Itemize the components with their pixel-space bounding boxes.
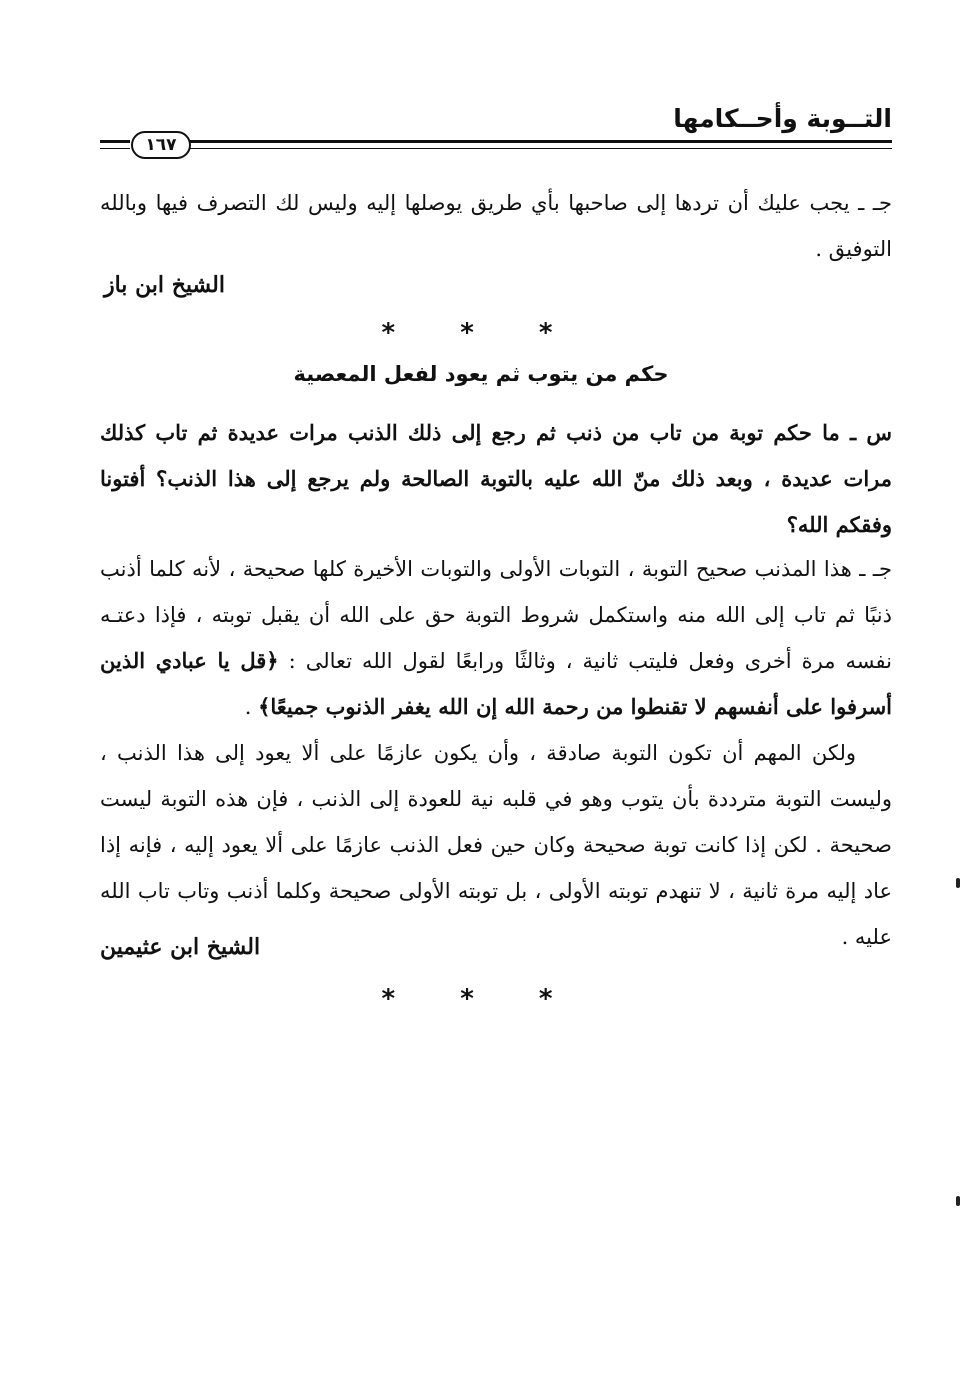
scan-edge-mark	[956, 878, 960, 888]
question-text: س ـ ما حكم توبة من تاب من ذنب ثم رجع إلى ذلك الذنب مرات عديدة ثم تاب كذلك مرات عديدة ، وبعد ذلك منّ الله عليه بالتوبة الصالحة ولم يرجع إلى هذا الذنب؟ أفتونا وفقكم الله؟	[100, 420, 892, 537]
page-number: ١٦٧	[145, 135, 177, 155]
signature-ibn-baz: الشيخ ابن باز	[103, 272, 225, 298]
signature-ibn-uthaymeen: الشيخ ابن عثيمين	[100, 934, 261, 960]
separator-stars: * * *	[381, 318, 581, 348]
question-block	[100, 410, 892, 548]
scan-edge-mark	[956, 1196, 960, 1206]
answer-2-paragraph-2: ولكن المهم أن تكون التوبة صادقة ، وأن يكون عازمًا على ألا يعود إلى هذا الذنب ، وليست التوبة مترددة بأن يتوب وهو في قلبه نية للعودة إلى الذنب ، فإن هذه التوبة ليست صحيحة . لكن إذا كانت توبة صحيحة وكان حين فعل الذنب عازمًا على ألا يعود إليه ، فإنه إذا عاد إليه مرة ثانية ، لا تنهدم توبته الأولى ، بل توبته الأولى صحيحة وكلما أذنب وتاب تاب الله عليه .	[100, 741, 892, 949]
header-rule-short	[100, 140, 130, 149]
page-number-badge	[131, 131, 191, 159]
answer-2-block	[100, 546, 892, 960]
answer-2-intro: جـ ـ هذا المذنب صحيح التوبة ، التوبات الأولى والتوبات الأخيرة كلها صحيحة ، لأنه كلما أذنب ذنبًا ثم تاب إلى الله منه واستكمل شروط التوبة حق على الله أن يقبل توبته ، فإذا دعتـه نفسه مرة أخرى وفعل فليتب ثانية ، وثالثًا ورابعًا لقول الله تعالى :	[100, 557, 892, 673]
quran-verse: ﴿قل يا عبادي الذين أسرفوا على أنفسهم لا تقنطوا من رحمة الله إن الله يغفر الذنوب جميعًا﴾	[100, 648, 892, 719]
answer-1-paragraph: جـ ـ يجب عليك أن تردها إلى صاحبها بأي طريق يوصلها إليه وليس لك التصرف فيها وبالله التوفيق .	[100, 191, 892, 261]
answer-1-text	[100, 180, 892, 272]
section-title: حكم من يتوب ثم يعود لفعل المعصية	[293, 362, 669, 386]
answer-2-paragraph-1	[100, 546, 892, 730]
header-rule	[188, 140, 892, 149]
book-title: التــوبة وأحــكامها	[673, 104, 892, 133]
verse-end: .	[244, 695, 259, 719]
separator-stars-bottom: * * *	[381, 984, 581, 1014]
